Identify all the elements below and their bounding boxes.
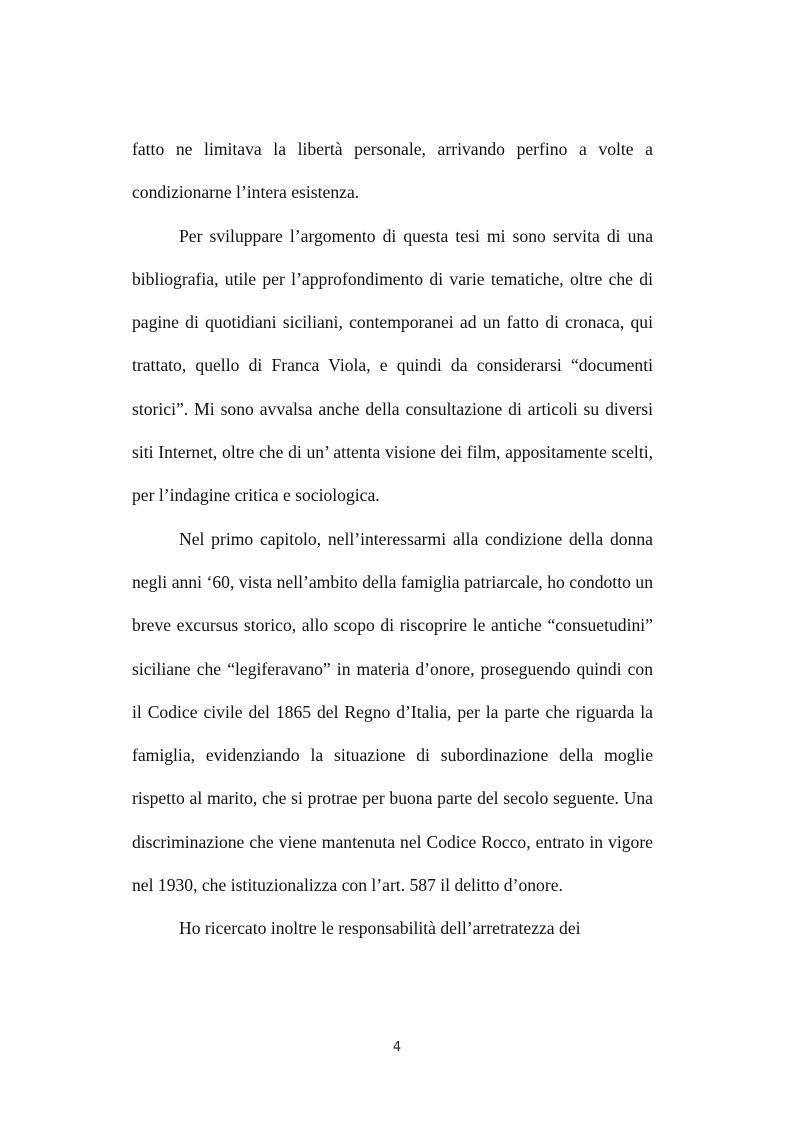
text-body [132,128,653,951]
paragraph-sources: Per sviluppare l’argomento di questa tesi mi sono servita di una bibliografia, utile per l’approfondimento di varie tematiche, oltre che di pagine di quotidiani siciliani, contemporanei ad un fatto di cronaca, qui trattato, quello di Franca Viola, e quindi da considerarsi “documenti storici”. Mi sono avvalsa anche della consultazione di articoli su diversi siti Internet, oltre che di un’ attenta visione dei film, appositamente scelti, per l’indagine critica e sociologica. [132,225,653,506]
page-number: 4 [392,1040,402,1055]
paragraph-research: Ho ricercato inoltre le responsabilità dell’arretratezza dei [179,918,581,939]
paragraph-first-chapter: Nel primo capitolo, nell’interessarmi alla condizione della donna negli anni ‘60, vista nell’ambito della famiglia patriarcale, ho condotto un breve excursus storico, allo scopo di riscoprire le antiche “consuetudini” siciliane che “legiferavano” in materia d’onore, proseguendo quindi con il Codice civile del 1865 del Regno d’Italia, per la parte che riguarda la famiglia, evidenziando la situazione di subordinazione della moglie rispetto al marito, che si protrae per buona parte del secolo seguente. Una discriminazione che viene mantenuta nel Codice Rocco, entrato in vigore nel 1930, che istituzionalizza con l’art. 587 il delitto d’onore. [132,528,653,896]
paragraph-continuation: fatto ne limitava la libertà personale, arrivando perfino a volte a condizionarne l’intera esistenza. [132,139,653,203]
